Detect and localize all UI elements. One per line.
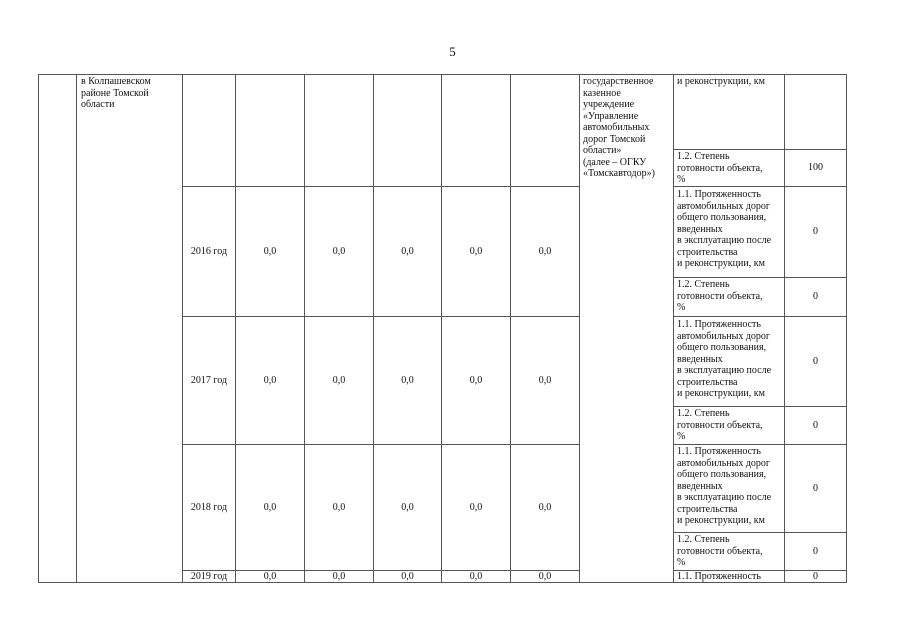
indicator-cell: 1.2. Степень готовности объекта, %	[677, 534, 763, 568]
indicator-cell: 1.2. Степень готовности объекта, %	[677, 279, 763, 313]
indicator-cell: 1.1. Протяженность	[677, 571, 761, 582]
indicator-value: 0	[813, 291, 818, 303]
indicator-value: 0	[813, 545, 818, 557]
table-line	[673, 74, 674, 583]
indicator-value: 0	[813, 226, 818, 238]
value-cell: 0,0	[263, 374, 277, 386]
year-cell: 2017 год	[190, 374, 228, 386]
value-cell: 0,0	[538, 374, 552, 386]
indicator-cell: 1.2. Степень готовности объекта, %	[677, 408, 763, 442]
value-cell: 0,0	[263, 570, 277, 582]
value-cell: 0,0	[538, 501, 552, 513]
value-cell: 0,0	[401, 501, 414, 513]
indicator-value: 0	[813, 482, 818, 494]
value-cell: 0,0	[469, 570, 483, 582]
indicator-value: 0	[813, 419, 818, 431]
value-cell: 0,0	[469, 501, 483, 513]
page-number: 5	[449, 44, 456, 59]
table-line	[846, 74, 847, 583]
executor-cell: государственное казенное учреждение «Управление автомобильных дорог Томской области» (далее – ОГКУ «Томскавтодор»)	[583, 76, 655, 179]
indicator-cell: и реконструкции, км	[677, 76, 765, 87]
year-cell: 2018 год	[190, 501, 228, 513]
value-cell: 0,0	[263, 245, 277, 257]
value-cell: 0,0	[332, 501, 346, 513]
value-cell: 0,0	[401, 570, 414, 582]
table-line	[38, 74, 847, 75]
value-cell: 0,0	[332, 570, 346, 582]
year-cell: 2016 год	[190, 245, 228, 257]
table-line	[579, 74, 580, 583]
table-line	[76, 74, 77, 583]
indicator-value: 0	[813, 355, 818, 367]
indicator-cell: 1.2. Степень готовности объекта, %	[677, 151, 763, 185]
indicator-cell: 1.1. Протяженность автомобильных дорог общего пользования, введенных в эксплуатацию после строительства и реконструкции, км	[677, 446, 772, 526]
location-cell: в Колпашевском районе Томской области	[81, 76, 151, 110]
indicator-cell: 1.1. Протяженность автомобильных дорог общего пользования, введенных в эксплуатацию после строительства и реконструкции, км	[677, 189, 772, 269]
value-cell: 0,0	[469, 374, 483, 386]
value-cell: 0,0	[401, 245, 414, 257]
value-cell: 0,0	[263, 501, 277, 513]
indicator-value: 100	[808, 162, 823, 174]
table-line	[38, 74, 39, 583]
value-cell: 0,0	[538, 570, 552, 582]
value-cell: 0,0	[332, 374, 346, 386]
value-cell: 0,0	[401, 374, 414, 386]
year-cell: 2019 год	[190, 570, 228, 582]
value-cell: 0,0	[538, 245, 552, 257]
indicator-value: 0	[813, 570, 818, 582]
indicator-cell: 1.1. Протяженность автомобильных дорог общего пользования, введенных в эксплуатацию после строительства и реконструкции, км	[677, 319, 772, 399]
value-cell: 0,0	[469, 245, 483, 257]
value-cell: 0,0	[332, 245, 346, 257]
